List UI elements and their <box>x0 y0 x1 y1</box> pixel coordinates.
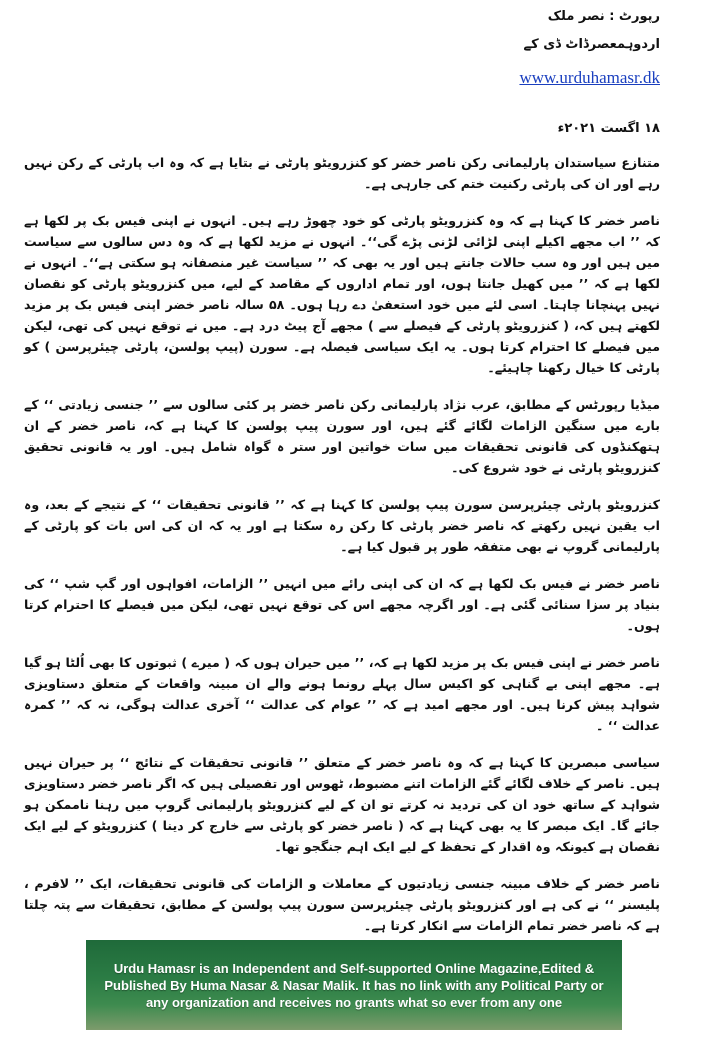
reporter-byline: رپورٹ : نصر ملک <box>547 9 660 24</box>
paragraph-5: ناصر خضر نے فیس بک لکھا ہے کہ ان کی اپنی رائے میں انہیں ’’ الزامات، افواہوں اور گپ شپ ‘‘ کی بنیاد پر سزا سنائی گئی ہے۔ اور اگرچہ مجھے اس کی توقع نہیں تھی، لیکن میں فیصلے کا احترام کرتا ہوں۔ <box>24 576 660 633</box>
website-link[interactable]: www.urduhamasr.dk <box>519 68 660 87</box>
paragraph-8: ناصر خضر کے خلاف مبینہ جنسی زیادتیوں کے معاملات و الزامات کی قانونی تحقیقات، ایک ’’ لافرم ، پلیسنر ‘‘ نے کی ہے اور کنزرویٹو پارٹی چیئرپرسن سورن پیپ پولسن کے مطابق، تحقیقات سے پتہ چلتا ہے کہ ناصر خضر تمام الزامات سے انکار کرتا ہے۔ <box>24 876 660 933</box>
article-date: ۱۸ اگست ۲۰۲۱ء <box>557 121 660 136</box>
disclaimer-banner <box>86 940 622 1030</box>
paragraph-1: متنازع سیاستدان پارلیمانی رکن ناصر خضر کو کنزرویٹو پارٹی نے بتایا ہے کہ وہ اب پارٹی کے رکن نہیں رہے اور ان کی پارٹی رکنیت ختم کی جارہی ہے۔ <box>24 155 660 191</box>
paragraph-7: سیاسی مبصرین کا کہنا ہے کہ وہ ناصر خضر کے متعلق ’’ قانونی تحقیقات کے نتائج ‘‘ پر حیران نہیں ہیں۔ ناصر کے خلاف لگائے گئے الزامات اتنے مضبوط، ٹھوس اور تفصیلی ہیں کہ اگر ناصر خضر دستاویزی شواہد کے ساتھ خود ان کی تردید نہ کرتے تو ان کے لیے کنزرویٹو پارلیمانی گروپ میں رہنا ناممکن ہو جائے گا۔ ایک مبصر کا یہ بھی کہنا ہے کہ ( ناصر خضر کو پارٹی سے خارج کر دینا ) کنزرویٹو کے لیے ایک نقصان ہے کیونکہ وہ اقدار کے تحفظ کے لیے ایک اہم جنگجو تھا۔ <box>24 755 660 854</box>
paragraph-3: میڈیا رپورٹس کے مطابق، عرب نژاد پارلیمانی رکن ناصر خضر پر کئی سالوں سے ’’ جنسی زیادتی ‘‘ کے بارے میں سنگین الزامات لگائے گئے ہیں، اور سورن پیپ پولسن کا کہنا ہے کہ، ناصر خضر کے ان ہتھکنڈوں کی قانونی تحقیقات میں سات خواتین اور ستر ہ گواہ شامل ہیں۔ اور یہ قانونی تحقیق کنزرویٹو پارٹی نے خود شروع کی۔ <box>24 397 660 475</box>
outlet-name: اردوہمعصرڈاٹ ڈی کے <box>523 37 660 52</box>
paragraph-4: کنزرویٹو پارٹی چیئرپرسن سورن پیپ پولسن کا کہنا ہے کہ ’’ قانونی تحقیقات ‘‘ کے نتیجے کے بعد، وہ اب یقین نہیں رکھتے کہ ناصر خضر پارٹی کا رکن رہ سکتا ہے اور یہ کہ ان کی اس بات کو پارٹی کے پارلیمانی گروپ نے بھی متفقہ طور پر قبول کیا ہے۔ <box>24 497 660 554</box>
disclaimer-text: Urdu Hamasr is an Independent and Self-supported Online Magazine,Edited & Published By Huma Nasar & Nasar Malik. It has no link with any Political Party or any organization and receives no grants what so ever from any one <box>104 960 604 1010</box>
article-header <box>524 8 661 64</box>
article-body <box>24 152 660 952</box>
paragraph-2: ناصر خضر کا کہنا ہے کہ وہ کنزرویٹو پارٹی کو خود چھوڑ رہے ہیں۔ انہوں نے اپنی فیس بک پر لکھا ہے کہ ’’ اب مجھے اکیلے اپنی لڑائی لڑنی پڑے گی‘‘۔ انہوں نے مزید لکھا ہے کہ وہ دس سالوں سے سیاست میں ہیں اور وہ سب حالات جانتے ہیں اور یہ بھی کہ ’’ سیاست غیر منصفانہ ہو سکتی ہے‘‘۔ انہوں نے لکھا ہے کہ ’’ میں کھیل جانتا ہوں، اور تمام اداروں کے مقاصد کے لیے، میں کنزرویٹو پارٹی کو نقصان نہیں پہنچانا چاہتا۔ اسی لئے میں خود استعفیٰ دے رہا ہوں۔ ۵۸ سالہ ناصر خضر اپنی فیس بک پر مزید لکھتے ہیں کہ، ( کنزرویٹو پارٹی کے فیصلے سے ) مجھے آج پیٹ درد ہے۔ میں نے توقع نہیں کی تھی، لیکن میں فیصلے کا احترام کرتا ہوں۔ یہ ایک سیاسی فیصلہ ہے۔ سورن (پیپ پولسن، پارٹی چیئرپرسن ) کو پارٹی کا خیال رکھنا چاہیئے۔ <box>24 213 660 375</box>
paragraph-6: ناصر خضر نے اپنی فیس بک پر مزید لکھا ہے کہ، ’’ میں حیران ہوں کہ ( میرے ) ثبوتوں کا بھی اُلٹا ہو گیا ہے۔ مجھے اپنی بے گناہی کو اکیس سال پہلے رونما ہونے والے ان مبینہ واقعات کے متعلق دستاویزی شواہد پیش کرنا ہیں۔ اور مجھے امید ہے کہ ’’ عوام کی عدالت ‘‘ آخری عدالت ہوگی، نہ کہ ’’ کمرہ عدالت ‘‘ ۔ <box>24 655 660 733</box>
